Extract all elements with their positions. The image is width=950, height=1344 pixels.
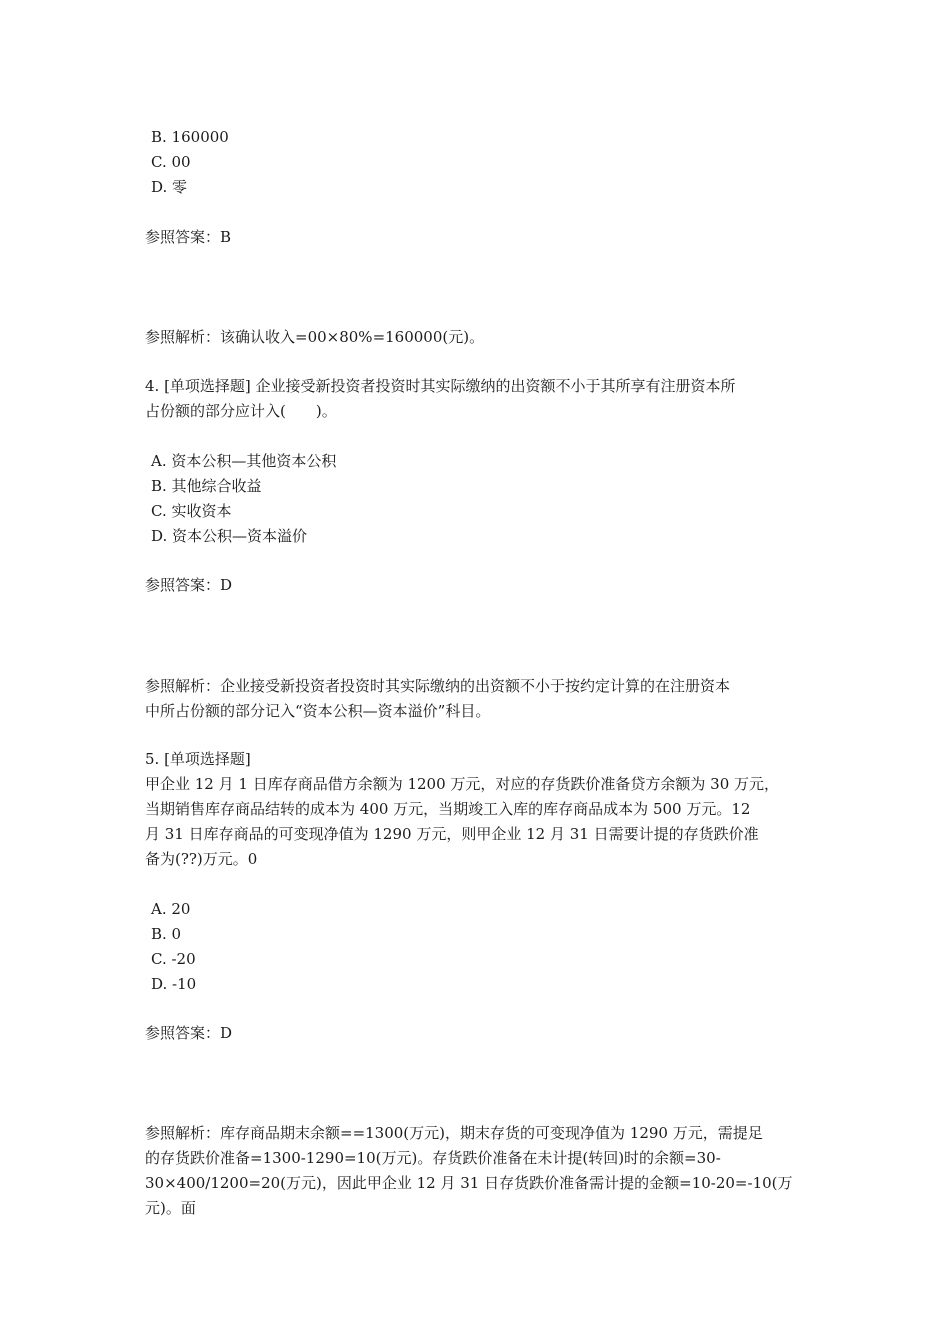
q5-option-a: A. 20 <box>151 900 191 918</box>
q4-option-d: D. 资本公积—资本溢价 <box>151 527 308 545</box>
q4-option-a: A. 资本公积—其他资本公积 <box>151 452 337 470</box>
q3-option-b: B. 160000 <box>151 128 229 146</box>
q4-stem-line-1: 4. [单项选择题] 企业接受新投资者投资时其实际缴纳的出资额不小于其所享有注册资本所 <box>145 377 736 395</box>
q5-header: 5. [单项选择题] <box>145 750 251 768</box>
q4-analysis-line-1: 参照解析：企业接受新投资者投资时其实际缴纳的出资额不小于按约定计算的在注册资本 <box>145 677 731 695</box>
q4-stem-line-2: 占份额的部分应计入( )。 <box>145 402 337 420</box>
q4-answer: 参照答案：D <box>145 576 233 594</box>
q5-analysis-line-4: 元)。面 <box>145 1199 196 1217</box>
q5-stem-line-3: 月 31 日库存商品的可变现净值为 1290 万元，则甲企业 12 月 31 日需要计提的存货跌价准 <box>145 825 759 843</box>
q3-option-c: C. 00 <box>151 153 191 171</box>
q5-option-c: C. -20 <box>151 950 196 968</box>
q3-analysis: 参照解析：该确认收入=00×80%=160000(元)。 <box>145 328 485 346</box>
q4-option-b: B. 其他综合收益 <box>151 477 262 495</box>
q5-analysis-line-3: 30×400/1200=20(万元)，因此甲企业 12 月 31 日存货跌价准备需计提的金额=10-20=-10(万 <box>145 1174 793 1192</box>
q5-option-d: D. -10 <box>151 975 197 993</box>
q5-analysis-line-1: 参照解析：库存商品期末余额==1300(万元)，期末存货的可变现净值为 1290 万元，需提足 <box>145 1124 763 1142</box>
q5-stem-line-4: 备为(??)万元。0 <box>145 850 258 868</box>
q3-answer: 参照答案：B <box>145 228 232 246</box>
q5-stem-line-2: 当期销售库存商品结转的成本为 400 万元，当期竣工入库的库存商品成本为 500 万元。12 <box>145 800 751 818</box>
q5-answer: 参照答案：D <box>145 1024 233 1042</box>
q5-stem-line-1: 甲企业 12 月 1 日库存商品借方余额为 1200 万元，对应的存货跌价准备贷方余额为 30 万元， <box>145 775 780 793</box>
q5-analysis-line-2: 的存货跌价准备=1300-1290=10(万元)。存货跌价准备在未计提(转回)时的余额=30- <box>145 1149 721 1167</box>
q4-analysis-line-2: 中所占份额的部分记入“资本公积—资本溢价”科目。 <box>145 702 491 720</box>
q3-option-d: D. 零 <box>151 178 188 196</box>
q5-option-b: B. 0 <box>151 925 182 943</box>
q4-option-c: C. 实收资本 <box>151 502 232 520</box>
